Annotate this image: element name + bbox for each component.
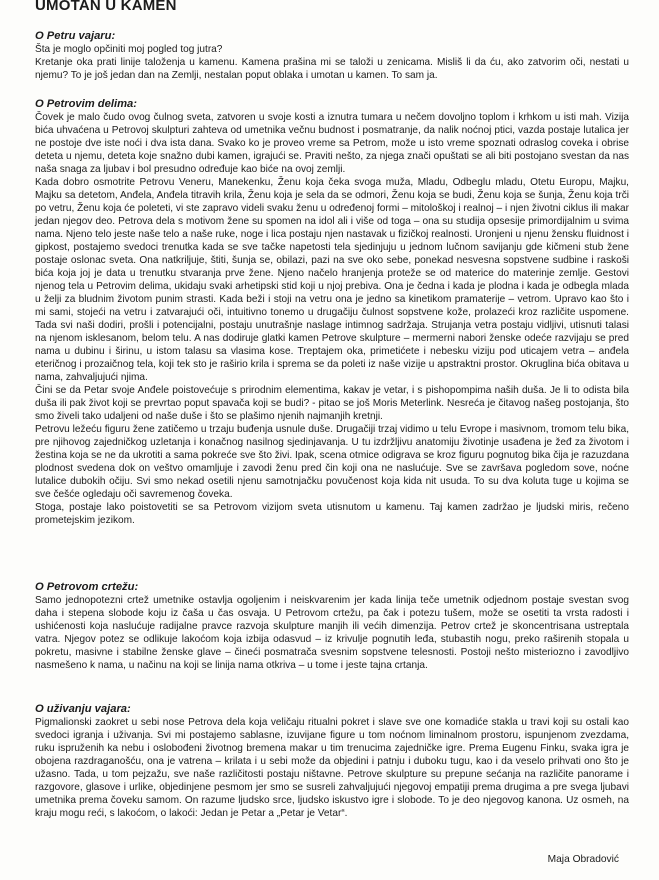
section-heading: O Petru vajaru: — [35, 30, 116, 42]
author-signature: Maja Obradović — [547, 854, 619, 865]
section-heading: O Petrovom crtežu: — [35, 581, 139, 593]
paragraph: Stoga, postaje lako poistovetiti se sa Petrovom vizijom sveta utisnutom u kamenu. Taj kamen zadržao je ljudski miris, rečeno prometejskim jezikom. — [35, 502, 629, 527]
paragraph: Kada dobro osmotrite Petrovu Veneru, Manekenku, Ženu koja čeka svoga muža, Mladu, Odbeglu mladu, Otetu Europu, Majku, Majku sa detetom, Anđela, Anđela titravih krila, Ženu koja je sela da se odmori, Ženu koja se budi, Ženu koja se šunja, Ženu koja trči po vetru, Ženu koja će poleteti, vi ste zapravo videli svaku ženu u određenoj formi – mitološkoj i realnoj – i njen životni ciklus ili makar jedan njegov deo. Petrova dela s motivom žene su spomen na idol ali i više od toga – ona su studija opsesije primordijalnim u svima nama. Njeno telo jeste naše telo a naše ruke, noge i lica postaju njen nastavak u fizičkoj realnosti. Uronjeni u njenu žensku fluidnost i gipkost, postajemo svedoci trenutka kada se sve tačke napetosti tela sjedinjuju u jednom lučnom savijanju gde kičmeni stub žene postaje oslonac sveta. Ona natkriljuje, štiti, šunja se, obilazi, pazi na sve oko sebe, ponekad nesvesna sopstvene sudbine i raskoši bića koja joj je data u trenutku stvaranja prve žene. Njeno načelo hranjenja proteže se od materice do materinje zemlje. Gestovi njenog tela u Petrovim delima, ukidaju svaki arhetipski stid koji u njoj prebiva. Ona je čedna i kada je plodna i kada je odbegla mlada u želji za bludnim životom punim strasti. Kada beži i stoji na vetru ona je jedno sa kinetikom pramaterije – vetrom. Upravo kao što i mi sami, stojeći na vetru i zatvarajući oči, intuitivno tonemo u drugačiju čulnost sopstvene kože, prolazeći kroz različite uspomene. Tada svi naši dodiri, prošli i potencijalni, postaju unutrašnje naslage intimnog sadržaja. Strujanja vetra postaju vidljivi, utisnuti talasi na njenom isklesanom, belom telu. A nas dodiruje glatki kamen Petrove skulpture – mermerni nabori ženske odeće razvijaju se pred nama u dubinu i širinu, u istom talasu sa vlasima kose. Treptajem oka, primetićete i nebesku viziju pod uticajem vetra – anđela eteričnog i prozaičnog tela, koji tek sto je raširio krila i sprema se da poleti iz naše vizije u apstraktni prostor. Okruglina bića obitava u nama, zahvaljujući njima. — [35, 177, 629, 384]
section-enjoyment — [35, 703, 629, 820]
article-title: UMOTAN U KAMEN — [35, 0, 177, 14]
paragraph: Petrovu ležeću figuru žene zatičemo u trzaju buđenja usnule duše. Drugačiji trzaj vidimo u telu Evrope i masivnom, tromom telu bika, pre njihovog zajedničkog uzletanja i konačnog nasilnog sjedinjavanja. U tu izdržljivu anatomiju životinje usađena je žeđ za životom i žestina koja se ne da ukrotiti a sama pokreće sve što živi. Ipak, scena otmice odigrava se kroz figuru pognutog bika čija je razuzdana plodnost svedena dok on veštvo omamljuje i zavodi ženu pred čin koji ona ne naslućuje. Sve se završava pogledom sove, noćne lutalice dubokih očiju. Svi smo nekad osetili njenu samotnjačku povučenost koja kida nit usuda. To su dva koluta tuge u kojima se sve češće ogledaju oči savremenog čoveka. — [35, 424, 629, 501]
section-drawing — [35, 581, 629, 672]
paragraph: Čovek je malo čudo ovog čulnog sveta, zatvoren u svoje kosti a iznutra tumara u nečem dovoljno toplom i krhkom u isti mah. Vizija bića uhvaćena u Petrovoj skulpturi zahteva od umetnika večnu budnost i posmatranje, da nalik noćnoj ptici, vazda postaje lutalica jer ne postoje dve iste noći i dva ista dana. Svako ko je proveo vreme sa Petrom, može u isto vreme spoznati odraslog coveka i obrise deteta u njemu, deteta koje snažno dubi kamen, igrajući se. Praviti nešto, za njega znači opuštati se ali biti postojano svestan da nas naša snaga za ljubav i bol presudno određuje kao biće na ovoj zemlji. — [35, 112, 629, 176]
section-about-petar — [35, 30, 629, 82]
paragraph: Šta je moglo opčiniti moj pogled tog jutra? — [35, 44, 223, 55]
section-works — [35, 98, 629, 528]
paragraph: Samo jednopotezni crtež umetnike ostavlja ogoljenim i neiskvarenim jer kada linija teče umetnik odjednom postaje svestan svog daha i stepena slobode koju iz čaša u čas osvaja. U Petrovom crtežu, pa čak i potezu tušem, može se osetiti ta vrsta radosti i ushićenosti koja naslućuje radijalne pravce razvoja skulpture manjih ili većih dimenzija. Petrov crtež je skoncentrisana ustreptala vatra. Njegov potez se odlikuje lakoćom koja izbija odasvud – iz krivulje pognutih leđa, stubastih nogu, preko raširenih stopala u pokretu, masivne i stabilne ženske glave – čineći posmatrača svesnim sopstvene telesnosti. Postoji nešto misteriozno i zavodljivo nasmešeno k nama, u načinu na koji se linija nama otkriva – u tome i jeste tajna crtanja. — [35, 595, 629, 672]
paragraph: Pigmalionski zaokret u sebi nose Petrova dela koja veličaju ritualni pokret i slave sve one komadiće stakla u travi koji su ostali kao svedoci igranja i uživanja. Svi mi postajemo sablasne, izuvijane figure u tom noćnom liminalnom prostoru, ispunjenom zvezdama, ruku ispruženih ka nebu i oslobođeni životnog bremena makar u tim trenucima zajedničke igre. Prema Eugenu Finku, svaka igra je obojena razdraganošću, ona je vatrena – krilata i u sebi može da objedini i patnju i duboku tugu, kao i da veselo prihvati ono što je užasno. Tada, u tom pejzažu, sve naše različitosti postaju ništavne. Petrove skulpture su prepune sećanja na različite panorame i razgovore, glasove i urlike, objedinjene pesmom jer smo se susreli zahvaljujući njegovoj empatiji prema drugima a pre svega ljubavi umetnika prema čoveku samom. On razume ljudsko srce, ljudsko iskustvo igre i slobode. To je deo njegovog kanona. Uz osmeh, na kraju mogu reći, s lakoćom, o lakoći: Jedan je Petar a „Petar je Vetar“. — [35, 717, 629, 820]
section-heading: O Petrovim delima: — [35, 98, 137, 110]
paragraph: Čini se da Petar svoje Anđele poistovećuje s prirodnim elementima, kakav je vetar, i s pishopompima naših duša. Je li to odista bila duša ili pak život koji se prevrtao poput spavača koji se budi? - pitao se još Moris Meterlink. Nesreća je čitavog našeg postojanja, što smo živeli tako udaljeni od naše duše i što se plašimo njenih najmanjih kretnji. — [35, 385, 629, 423]
paragraph: Kretanje oka prati linije taloženja u kamenu. Kamena prašina mi se taloži u zenicama. Misliš li da ću, ako zatvorim oči, nestati u njemu? To je još jedan dan na Zemlji, nestalan poput oblaka i umotan u kamen. To sam ja. — [35, 57, 629, 82]
section-heading: O uživanju vajara: — [35, 703, 131, 715]
